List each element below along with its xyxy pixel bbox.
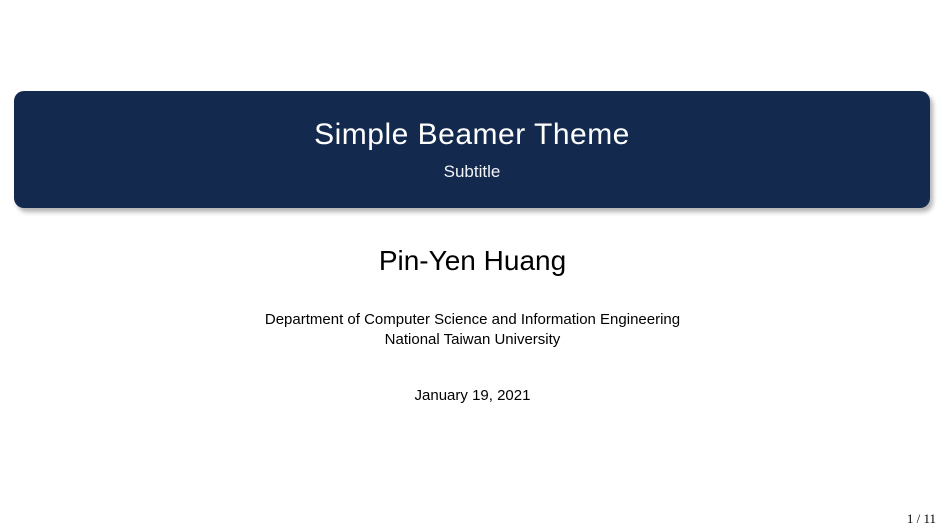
slide-subtitle: Subtitle bbox=[443, 161, 501, 181]
institute-line-2: National Taiwan University bbox=[384, 331, 561, 348]
page-number: 1 / 11 bbox=[906, 511, 936, 526]
author-name: Pin-Yen Huang bbox=[378, 245, 567, 276]
title-banner bbox=[14, 91, 930, 208]
slide-date: January 19, 2021 bbox=[414, 387, 531, 404]
institute-line-1: Department of Computer Science and Information Engineering bbox=[264, 311, 681, 328]
slide-title: Simple Beamer Theme bbox=[314, 117, 630, 151]
institute-block bbox=[0, 310, 945, 350]
